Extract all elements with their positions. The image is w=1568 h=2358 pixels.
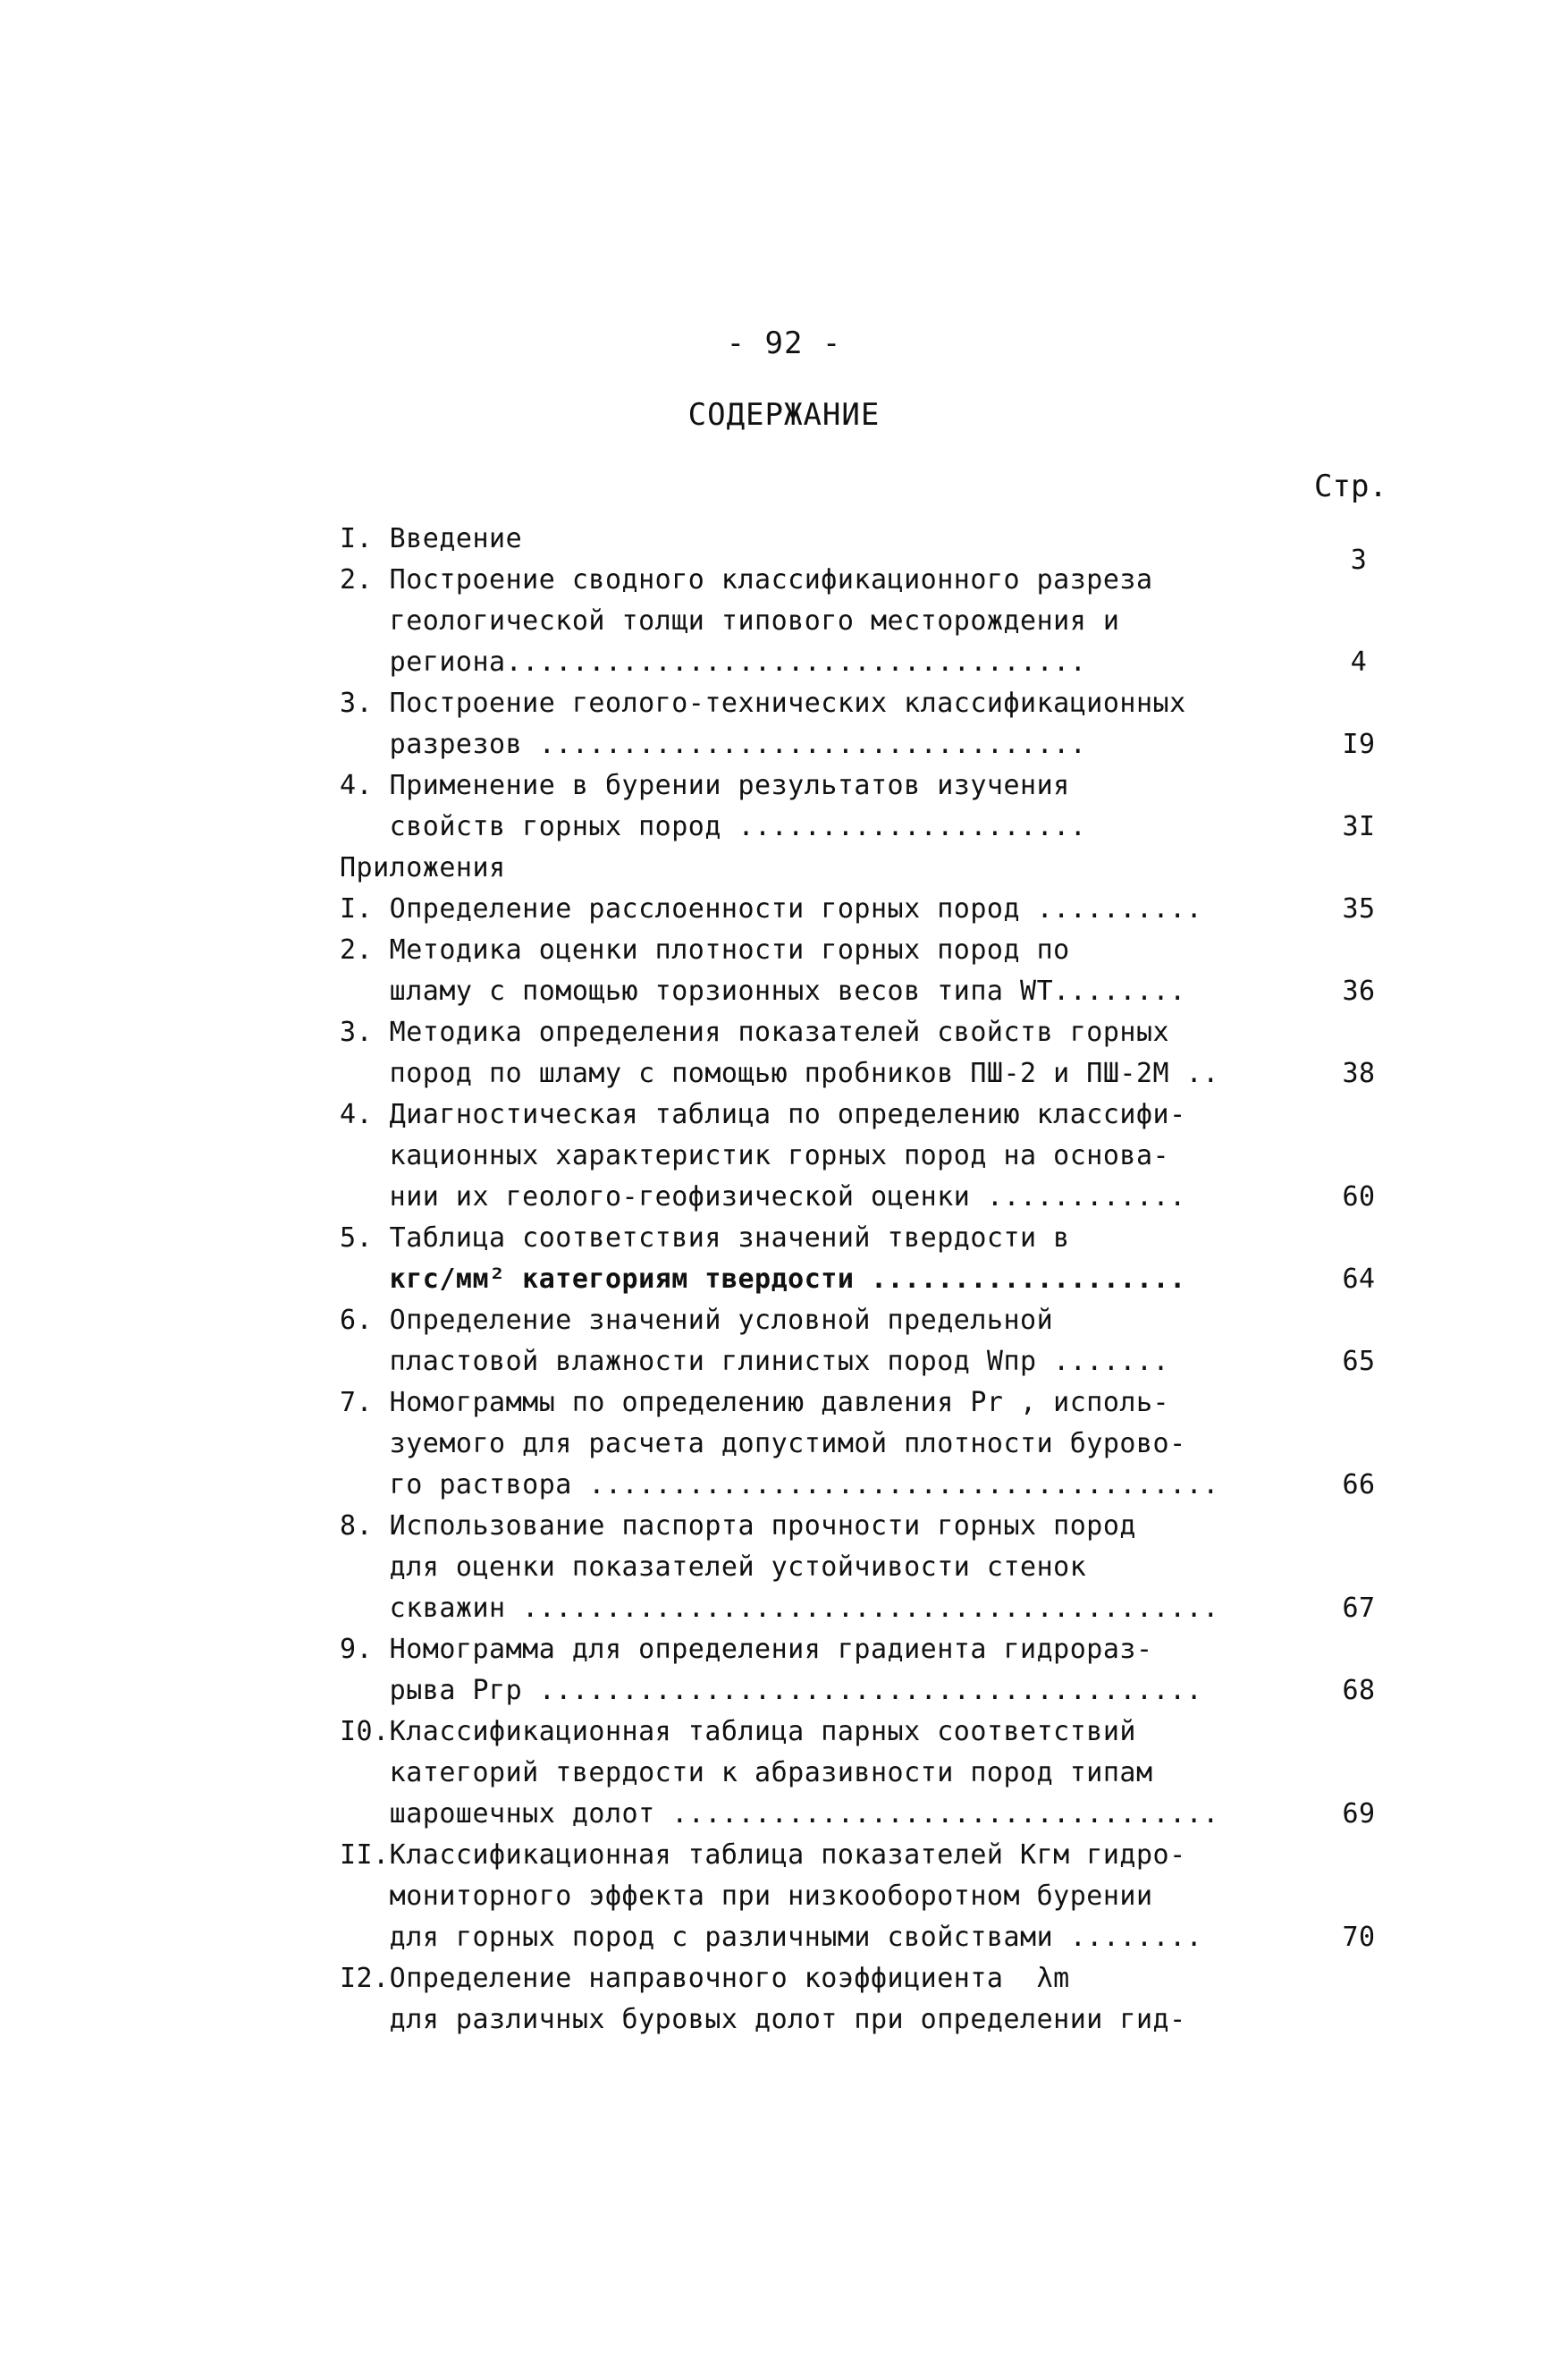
toc-entry-page: 38 bbox=[1342, 1058, 1376, 1089]
toc-entry-page: 3I bbox=[1342, 811, 1376, 842]
toc-line bbox=[340, 1465, 1395, 1506]
toc-line bbox=[340, 848, 1395, 889]
toc-line bbox=[340, 1136, 1395, 1177]
toc-entry-text: нии их геолого-геофизической оценки ............ bbox=[340, 1181, 1186, 1213]
toc-entry-text: шарошечных долот ................................. bbox=[340, 1798, 1219, 1830]
toc-line bbox=[340, 971, 1395, 1012]
toc-entry-page: 67 bbox=[1342, 1593, 1376, 1624]
toc-line bbox=[340, 601, 1395, 642]
page-number: - 92 - bbox=[726, 325, 842, 361]
toc-entry-page: 70 bbox=[1342, 1922, 1376, 1953]
toc-entry-text: го раствора ...................................... bbox=[340, 1469, 1219, 1500]
toc-line bbox=[340, 1876, 1395, 1917]
toc-entry-text: I. Введение bbox=[340, 523, 523, 554]
toc-entry-text: пород по шламу с помощью пробников ПШ-2 и ПШ-2М .. bbox=[340, 1058, 1219, 1089]
toc-line bbox=[340, 1999, 1395, 2041]
toc-entry-text: II.Классификационная таблица показателей Kгм гидро- bbox=[340, 1839, 1186, 1871]
toc-entry-page: 65 bbox=[1342, 1346, 1376, 1377]
toc-line bbox=[340, 1506, 1395, 1547]
toc-line bbox=[340, 683, 1395, 724]
toc-entry-page: 66 bbox=[1342, 1469, 1376, 1500]
toc-entry-page: 64 bbox=[1342, 1264, 1376, 1295]
toc-entry-text: пластовой влажности глинистых пород Wпр ....... bbox=[340, 1346, 1170, 1377]
toc-entry-text: Приложения bbox=[340, 852, 506, 883]
toc-entry-text: 4. Применение в бурении результатов изучения bbox=[340, 770, 1070, 801]
toc-entry-page: 35 bbox=[1342, 893, 1376, 925]
toc-entry-text: категорий твердости к абразивности пород типам bbox=[340, 1757, 1153, 1788]
toc-line bbox=[340, 1547, 1395, 1588]
toc-line bbox=[340, 765, 1395, 807]
toc-line bbox=[340, 1629, 1395, 1670]
toc-entry-text: 2. Построение сводного классификационного разреза bbox=[340, 564, 1153, 596]
toc-line bbox=[340, 1218, 1395, 1259]
toc-entry-page: 3 bbox=[1350, 545, 1368, 576]
toc-line bbox=[340, 1711, 1395, 1753]
toc-entry-text: кационных характеристик горных пород на основа- bbox=[340, 1140, 1170, 1171]
toc-entry-text: для оценки показателей устойчивости стенок bbox=[340, 1551, 1087, 1583]
toc-entry-text: 8. Использование паспорта прочности горных пород bbox=[340, 1510, 1136, 1542]
toc-entry-text: I0.Классификационная таблица парных соответствий bbox=[340, 1716, 1136, 1747]
toc-line bbox=[340, 1053, 1395, 1094]
toc-line bbox=[340, 1424, 1395, 1465]
toc-line bbox=[340, 1794, 1395, 1835]
toc-entry-text: I2.Определение направочного коэффициента λm bbox=[340, 1963, 1070, 1994]
toc-line bbox=[340, 1753, 1395, 1794]
page-title: СОДЕРЖАНИЕ bbox=[687, 397, 881, 433]
toc-line bbox=[340, 1382, 1395, 1424]
table-of-contents bbox=[340, 519, 1395, 2041]
toc-line bbox=[340, 1259, 1395, 1300]
toc-line bbox=[340, 1958, 1395, 1999]
toc-entry-text: зуемого для расчета допустимой плотности бурово- bbox=[340, 1428, 1186, 1459]
toc-entry-text: I. Определение расслоенности горных пород .......... bbox=[340, 893, 1203, 925]
toc-entry-text: региона................................... bbox=[340, 647, 1087, 678]
toc-line bbox=[340, 724, 1395, 765]
toc-entry-text: 4. Диагностическая таблица по определению классифи- bbox=[340, 1099, 1186, 1130]
toc-line bbox=[340, 1012, 1395, 1053]
toc-line bbox=[340, 889, 1395, 930]
toc-entry-text: рыва Pгр ........................................ bbox=[340, 1675, 1203, 1706]
toc-entry-page: I9 bbox=[1342, 729, 1376, 760]
toc-entry-text: 9. Номограмма для определения градиента гидрораз- bbox=[340, 1634, 1153, 1665]
toc-entry-text: геологической толщи типового месторождения и bbox=[340, 605, 1120, 637]
toc-entry-text: разрезов ................................. bbox=[340, 729, 1087, 760]
toc-line bbox=[340, 807, 1395, 848]
toc-line bbox=[340, 1835, 1395, 1876]
toc-line bbox=[340, 1588, 1395, 1629]
toc-line bbox=[340, 560, 1395, 601]
toc-line bbox=[340, 1094, 1395, 1136]
page-column-label: Стр. bbox=[1314, 469, 1387, 504]
toc-entry-text: 6. Определение значений условной предельной bbox=[340, 1305, 1054, 1336]
toc-entry-text: мониторного эффекта при низкооборотном бурении bbox=[340, 1880, 1153, 1912]
toc-entry-text: шламу с помощью торзионных весов типа WT........ bbox=[340, 976, 1186, 1007]
toc-line bbox=[340, 1341, 1395, 1382]
toc-line bbox=[340, 930, 1395, 971]
toc-entry-text: 2. Методика оценки плотности горных пород по bbox=[340, 934, 1070, 966]
toc-entry-text: 7. Номограммы по определению давления Pr , исполь- bbox=[340, 1387, 1170, 1418]
toc-entry-text: кгс/мм² категориям твердости ................... bbox=[340, 1264, 1186, 1295]
toc-entry-page: 69 bbox=[1342, 1798, 1376, 1830]
toc-line bbox=[340, 519, 1395, 576]
toc-entry-page: 4 bbox=[1350, 647, 1368, 678]
toc-entry-text: 3. Методика определения показателей свойств горных bbox=[340, 1017, 1170, 1048]
toc-entry-text: для различных буровых долот при определении гид- bbox=[340, 2004, 1186, 2035]
toc-line bbox=[340, 1177, 1395, 1218]
toc-line bbox=[340, 1300, 1395, 1341]
toc-entry-text: скважин .......................................... bbox=[340, 1593, 1219, 1624]
toc-entry-text: 5. Таблица соответствия значений твердости в bbox=[340, 1222, 1070, 1254]
toc-entry-page: 60 bbox=[1342, 1181, 1376, 1213]
toc-entry-text: 3. Построение геолого-технических классификационных bbox=[340, 688, 1186, 719]
toc-line bbox=[340, 1670, 1395, 1711]
toc-line bbox=[340, 1917, 1395, 1958]
toc-entry-page: 36 bbox=[1342, 976, 1376, 1007]
toc-entry-page: 68 bbox=[1342, 1675, 1376, 1706]
toc-entry-text: для горных пород с различными свойствами ........ bbox=[340, 1922, 1203, 1953]
toc-line bbox=[340, 642, 1395, 683]
toc-entry-text: свойств горных пород ..................... bbox=[340, 811, 1087, 842]
